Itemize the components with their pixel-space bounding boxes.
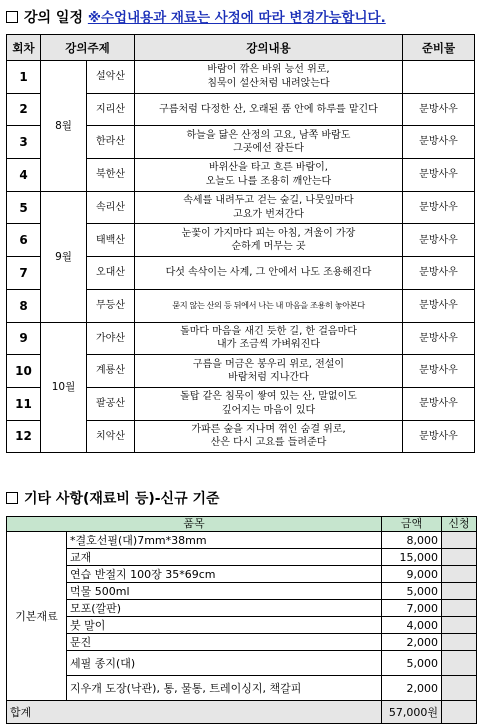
material-name: 지우개 도장(낙관), 통, 물통, 트레이싱지, 책갈피: [67, 676, 382, 701]
schedule-title: 강의 일정: [24, 10, 83, 26]
material-apply-cell[interactable]: [442, 651, 477, 676]
session-number: 10: [7, 355, 41, 388]
session-number: 5: [7, 191, 41, 224]
content-line: 바람이 깎은 바위 능선 위로,: [207, 64, 330, 76]
schedule-header-row: [7, 35, 475, 61]
total-row: [7, 701, 477, 724]
mountain-name: 무등산: [87, 289, 135, 322]
material-apply-cell[interactable]: [442, 600, 477, 617]
material-amount: 15,000: [382, 549, 442, 566]
header-topic: 강의주제: [41, 35, 135, 61]
session-number: 3: [7, 126, 41, 159]
content-line: 구름을 머금은 봉우리 위로, 전설이: [192, 358, 345, 370]
material-apply-cell[interactable]: [442, 583, 477, 600]
material-name: 세필 종지(대): [67, 651, 382, 676]
schedule-table: [6, 34, 475, 453]
content-line: 내가 조금씩 가벼워진다: [217, 339, 320, 351]
material-name: 문진: [67, 634, 382, 651]
mountain-name: 지리산: [87, 93, 135, 126]
supplies: 문방사우: [403, 420, 475, 453]
material-amount: 2,000: [382, 676, 442, 701]
lecture-content: [135, 93, 403, 126]
material-row: [7, 549, 477, 566]
supplies: 문방사우: [403, 224, 475, 257]
header-content: 강의내용: [135, 35, 403, 61]
material-row: [7, 566, 477, 583]
content-line: 침묵이 설산처럼 내려앉는다: [207, 77, 330, 89]
material-apply-cell[interactable]: [442, 549, 477, 566]
material-amount: 8,000: [382, 532, 442, 549]
supplies: 문방사우: [403, 257, 475, 290]
content-line: 눈꽃이 가지마다 피는 아침, 겨울이 가장: [181, 227, 356, 239]
lecture-content: [135, 355, 403, 388]
supplies: 문방사우: [403, 93, 475, 126]
schedule-heading: [6, 6, 386, 27]
content-line: 고요가 번져간다: [233, 208, 304, 220]
material-row: [7, 583, 477, 600]
lecture-content: [135, 257, 403, 290]
material-row: [7, 600, 477, 617]
material-apply-cell[interactable]: [442, 634, 477, 651]
session-number: 11: [7, 387, 41, 420]
content-line: 가파른 숲을 지나며 꺾인 숨결 위로,: [191, 423, 346, 435]
mountain-name: 계룡산: [87, 355, 135, 388]
content-line: 다섯 속삭이는 사계, 그 안에서 나도 조용해진다: [165, 267, 372, 279]
header-supplies: 준비물: [403, 35, 475, 61]
material-row: [7, 532, 477, 549]
header-amount: 금액: [382, 517, 442, 532]
mountain-name: 태백산: [87, 224, 135, 257]
header-item: 품목: [7, 517, 382, 532]
mountain-name: 설악산: [87, 61, 135, 94]
material-apply-cell[interactable]: [442, 617, 477, 634]
material-row: [7, 617, 477, 634]
session-number: 4: [7, 159, 41, 192]
content-line: 구름처럼 다정한 산, 오래된 품 안에 하루를 맡긴다: [159, 103, 378, 115]
mountain-name: 한라산: [87, 126, 135, 159]
session-number: 6: [7, 224, 41, 257]
supplies: [403, 61, 475, 94]
extra-title: 기타 사항(재료비 등)-신규 기준: [24, 491, 220, 507]
material-amount: 2,000: [382, 634, 442, 651]
material-amount: 9,000: [382, 566, 442, 583]
content-line: 속세를 내려두고 걷는 숲길, 나뭇잎마다: [183, 195, 354, 207]
schedule-row: [7, 322, 475, 355]
extra-heading: [6, 488, 220, 508]
materials-header-row: [7, 517, 477, 532]
content-line: 오늘도 나를 조용히 깨안는다: [205, 175, 332, 187]
content-line: 바람처럼 지나간다: [228, 372, 309, 384]
lecture-content: [135, 191, 403, 224]
supplies: 문방사우: [403, 322, 475, 355]
total-amount: 57,000원: [382, 701, 442, 724]
content-line: 하늘을 닮은 산정의 고요, 남쪽 바람도: [186, 129, 351, 141]
lecture-content: [135, 420, 403, 453]
supplies: 문방사우: [403, 289, 475, 322]
supplies: 문방사우: [403, 191, 475, 224]
material-amount: 5,000: [382, 583, 442, 600]
material-amount: 5,000: [382, 651, 442, 676]
material-name: *결호선필(대)7mm*38mm: [67, 532, 382, 549]
supplies: 문방사우: [403, 126, 475, 159]
session-number: 2: [7, 93, 41, 126]
month-label: 10월: [41, 322, 87, 453]
material-row: [7, 651, 477, 676]
checkbox-square-icon: [6, 11, 18, 23]
materials-body: [7, 532, 477, 724]
content-line: 산은 다시 고요를 들려준다: [210, 437, 327, 449]
lecture-content: [135, 126, 403, 159]
material-name: 교재: [67, 549, 382, 566]
material-category: 기본재료: [7, 532, 67, 701]
schedule-notice: ※수업내용과 재료는 사정에 따라 변경가능합니다.: [87, 10, 386, 26]
lecture-content: [135, 159, 403, 192]
schedule-row: [7, 191, 475, 224]
materials-table: [6, 516, 477, 724]
supplies: 문방사우: [403, 159, 475, 192]
material-amount: 7,000: [382, 600, 442, 617]
material-apply-cell[interactable]: [442, 532, 477, 549]
content-line: 묻지 않는 산의 등 뒤에서 나는 내 마음을 조용히 놓아본다: [172, 300, 365, 311]
content-line: 바위산을 타고 흐른 바람이,: [209, 162, 328, 174]
mountain-name: 가야산: [87, 322, 135, 355]
mountain-name: 북한산: [87, 159, 135, 192]
mountain-name: 속리산: [87, 191, 135, 224]
header-apply: 신청: [442, 517, 477, 532]
lecture-content: [135, 61, 403, 94]
checkbox-square-icon: [6, 492, 18, 504]
material-apply-cell[interactable]: [442, 566, 477, 583]
schedule-body: [7, 61, 475, 453]
session-number: 1: [7, 61, 41, 94]
supplies: 문방사우: [403, 355, 475, 388]
lecture-content: [135, 322, 403, 355]
session-number: 9: [7, 322, 41, 355]
schedule-row: [7, 61, 475, 94]
month-label: 9월: [41, 191, 87, 322]
header-session: 회차: [7, 35, 41, 61]
material-name: 붓 말이: [67, 617, 382, 634]
material-row: [7, 634, 477, 651]
mountain-name: 팔공산: [87, 387, 135, 420]
material-name: 먹물 500ml: [67, 583, 382, 600]
material-name: 모포(깔판): [67, 600, 382, 617]
session-number: 12: [7, 420, 41, 453]
total-label: 합계: [7, 701, 382, 724]
lecture-content: [135, 289, 403, 322]
lecture-content: [135, 224, 403, 257]
content-line: 순하게 머무는 곳: [231, 241, 306, 253]
material-apply-cell[interactable]: [442, 676, 477, 701]
content-line: 깊어지는 마음이 있다: [221, 404, 316, 416]
material-name: 연습 반절지 100장 35*69cm: [67, 566, 382, 583]
content-line: 돌탑 같은 침묵이 쌓여 있는 산, 말없이도: [180, 391, 357, 403]
lecture-content: [135, 387, 403, 420]
content-line: 그곳에선 잠든다: [233, 143, 304, 155]
material-amount: 4,000: [382, 617, 442, 634]
session-number: 7: [7, 257, 41, 290]
total-apply-cell: [442, 701, 477, 724]
material-row: [7, 676, 477, 701]
content-line: 돌마다 마음을 새긴 듯한 길, 한 걸음마다: [180, 325, 357, 337]
mountain-name: 오대산: [87, 257, 135, 290]
mountain-name: 치악산: [87, 420, 135, 453]
supplies: 문방사우: [403, 387, 475, 420]
month-label: 8월: [41, 61, 87, 192]
session-number: 8: [7, 289, 41, 322]
